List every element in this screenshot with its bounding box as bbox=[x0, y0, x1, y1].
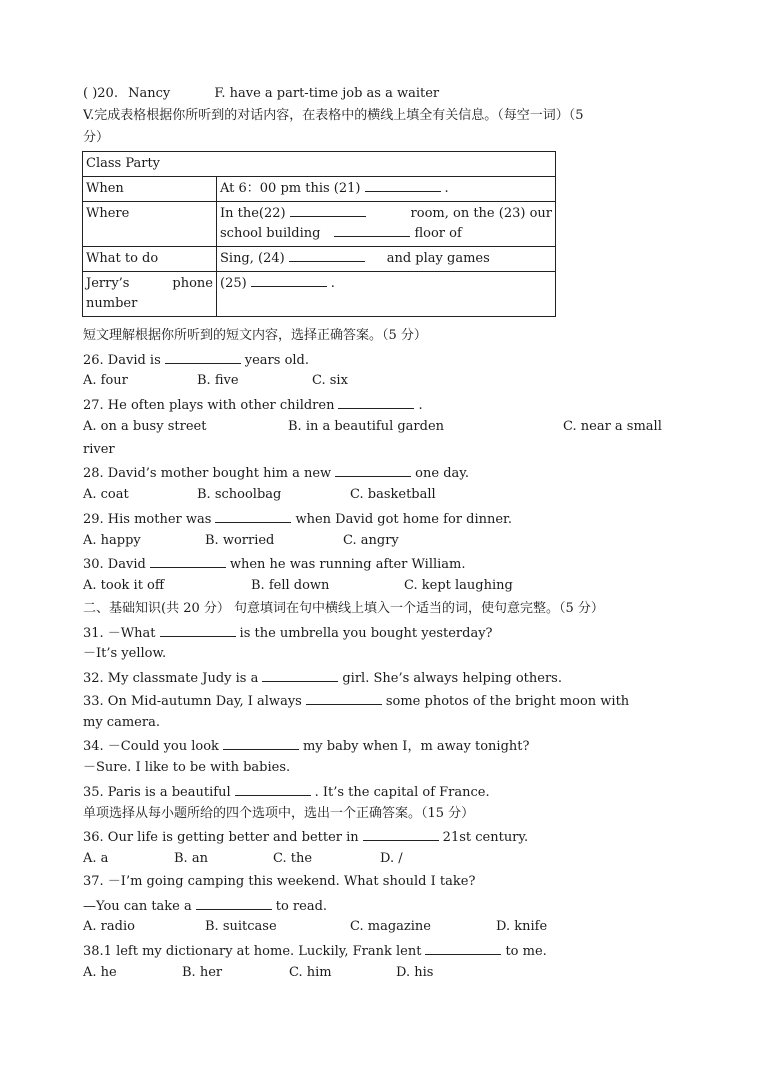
blank-21[interactable] bbox=[365, 179, 441, 192]
q38-option-d[interactable]: D. his bbox=[396, 965, 434, 980]
q26-option-b[interactable]: B. five bbox=[197, 373, 239, 388]
part-2-heading: 二、基础知识(共 20 分） 句意填词在句中横线上填入一个适当的词，使句意完整。（5 分） bbox=[83, 601, 604, 616]
reading-instruction: 短文理解根据你所听到的短文内容，选择正确答案。（5 分） bbox=[83, 328, 427, 343]
question-37: 37. －I’m going camping this weekend. What should I take? bbox=[83, 874, 476, 889]
q20-option: F. have a part-time job as a waiter bbox=[214, 86, 440, 101]
q28-option-c[interactable]: C. basketball bbox=[350, 487, 436, 502]
q26-option-c[interactable]: C. six bbox=[312, 373, 348, 388]
row-value-phone: (25) . bbox=[217, 272, 556, 317]
blank-32[interactable] bbox=[262, 669, 338, 682]
q30-option-c[interactable]: C. kept laughing bbox=[404, 578, 513, 593]
q36-options bbox=[83, 851, 403, 867]
blank-38[interactable] bbox=[425, 942, 501, 955]
q26-option-a[interactable]: A. four bbox=[83, 373, 128, 388]
blank-26[interactable] bbox=[165, 351, 241, 364]
question-27: 27. He often plays with other children . bbox=[83, 398, 423, 413]
q28-option-a[interactable]: A. coat bbox=[83, 487, 129, 502]
q30-option-a[interactable]: A. took it off bbox=[83, 578, 165, 593]
question-32: 32. My classmate Judy is a girl. She’s always helping others. bbox=[83, 671, 562, 686]
row-label-phone: Jerry’s phone number bbox=[83, 272, 217, 317]
blank-27[interactable] bbox=[338, 396, 414, 409]
blank-34[interactable] bbox=[223, 737, 299, 750]
blank-22[interactable] bbox=[290, 204, 366, 217]
q37-options bbox=[83, 919, 547, 935]
class-party-table bbox=[82, 151, 556, 317]
blank-37[interactable] bbox=[196, 897, 272, 910]
q37-option-c[interactable]: C. magazine bbox=[350, 919, 431, 934]
question-34: 34. －Could you look my baby when I，m away tonight? bbox=[83, 739, 530, 754]
q34-answer: －Sure. I like to be with babies. bbox=[83, 760, 291, 775]
row-label-when: When bbox=[83, 177, 217, 202]
single-choice-instruction: 单项选择从每小题所给的四个选项中，选出一个正确答案。（15 分） bbox=[83, 806, 475, 821]
blank-24[interactable] bbox=[289, 249, 365, 262]
table-title: Class Party bbox=[83, 152, 556, 177]
q36-option-a[interactable]: A. a bbox=[83, 851, 109, 866]
q37-option-a[interactable]: A. radio bbox=[83, 919, 135, 934]
question-33: 33. On Mid-autumn Day, I always some photos of the bright moon with bbox=[83, 694, 630, 709]
blank-33[interactable] bbox=[306, 692, 382, 705]
q27-option-c[interactable]: C. near a small bbox=[563, 419, 662, 434]
q28-option-b[interactable]: B. schoolbag bbox=[197, 487, 282, 502]
blank-29[interactable] bbox=[215, 510, 291, 523]
q20-name: Nancy bbox=[128, 86, 171, 101]
section-v-instruction: V.完成表格根据你所听到的对话内容，在表格中的横线上填全有关信息。（每空一词）（5 bbox=[83, 108, 584, 123]
question-31: 31. －What is the umbrella you bought yesterday? bbox=[83, 626, 493, 641]
q30-options bbox=[83, 578, 513, 594]
q36-option-b[interactable]: B. an bbox=[174, 851, 208, 866]
q38-options bbox=[83, 965, 433, 981]
q36-option-c[interactable]: C. the bbox=[273, 851, 313, 866]
q37-answer: —You can take a to read. bbox=[83, 899, 328, 914]
row-value-where: In the(22) room, on the (23) our school building floor of bbox=[217, 202, 556, 247]
question-29: 29. His mother was when David got home for dinner. bbox=[83, 512, 512, 527]
q27-option-c-cont: river bbox=[83, 442, 115, 457]
q38-option-a[interactable]: A. he bbox=[83, 965, 117, 980]
question-26: 26. David is years old. bbox=[83, 353, 310, 368]
question-38: 38.1 left my dictionary at home. Luckily, Frank lent to me. bbox=[83, 944, 547, 959]
blank-25[interactable] bbox=[251, 274, 327, 287]
q37-option-b[interactable]: B. suitcase bbox=[205, 919, 277, 934]
blank-30[interactable] bbox=[150, 555, 226, 568]
q29-option-c[interactable]: C. angry bbox=[343, 533, 399, 548]
question-30: 30. David when he was running after William. bbox=[83, 557, 466, 572]
q36-option-d[interactable]: D. / bbox=[380, 851, 403, 866]
question-20 bbox=[83, 86, 439, 102]
question-28: 28. David’s mother bought him a new one day. bbox=[83, 466, 470, 481]
q31-answer: －It’s yellow. bbox=[83, 646, 167, 661]
q27-option-b[interactable]: B. in a beautiful garden bbox=[288, 419, 445, 434]
q37-option-d[interactable]: D. knife bbox=[496, 919, 548, 934]
q33-cont: my camera. bbox=[83, 715, 160, 730]
q29-option-b[interactable]: B. worried bbox=[205, 533, 275, 548]
question-36: 36. Our life is getting better and better in 21st century. bbox=[83, 830, 529, 845]
row-value-what-to-do: Sing, (24) and play games bbox=[217, 247, 556, 272]
row-value-when: At 6：00 pm this (21) . bbox=[217, 177, 556, 202]
q30-option-b[interactable]: B. fell down bbox=[251, 578, 330, 593]
q27-options bbox=[83, 419, 662, 435]
q29-options bbox=[83, 533, 399, 549]
q28-options bbox=[83, 487, 436, 503]
blank-36[interactable] bbox=[363, 828, 439, 841]
q29-option-a[interactable]: A. happy bbox=[83, 533, 141, 548]
question-35: 35. Paris is a beautiful . It’s the capital of France. bbox=[83, 785, 490, 800]
q20-paren: ( )20. bbox=[83, 86, 118, 101]
blank-35[interactable] bbox=[235, 783, 311, 796]
row-label-what-to-do: What to do bbox=[83, 247, 217, 272]
blank-28[interactable] bbox=[335, 464, 411, 477]
q26-options bbox=[83, 373, 348, 389]
section-v-instruction-cont: 分） bbox=[83, 130, 110, 145]
q38-option-c[interactable]: C. him bbox=[289, 965, 332, 980]
blank-23[interactable] bbox=[334, 224, 410, 237]
q27-option-a[interactable]: A. on a busy street bbox=[83, 419, 207, 434]
row-label-where: Where bbox=[83, 202, 217, 247]
blank-31[interactable] bbox=[160, 624, 236, 637]
q38-option-b[interactable]: B. her bbox=[182, 965, 223, 980]
